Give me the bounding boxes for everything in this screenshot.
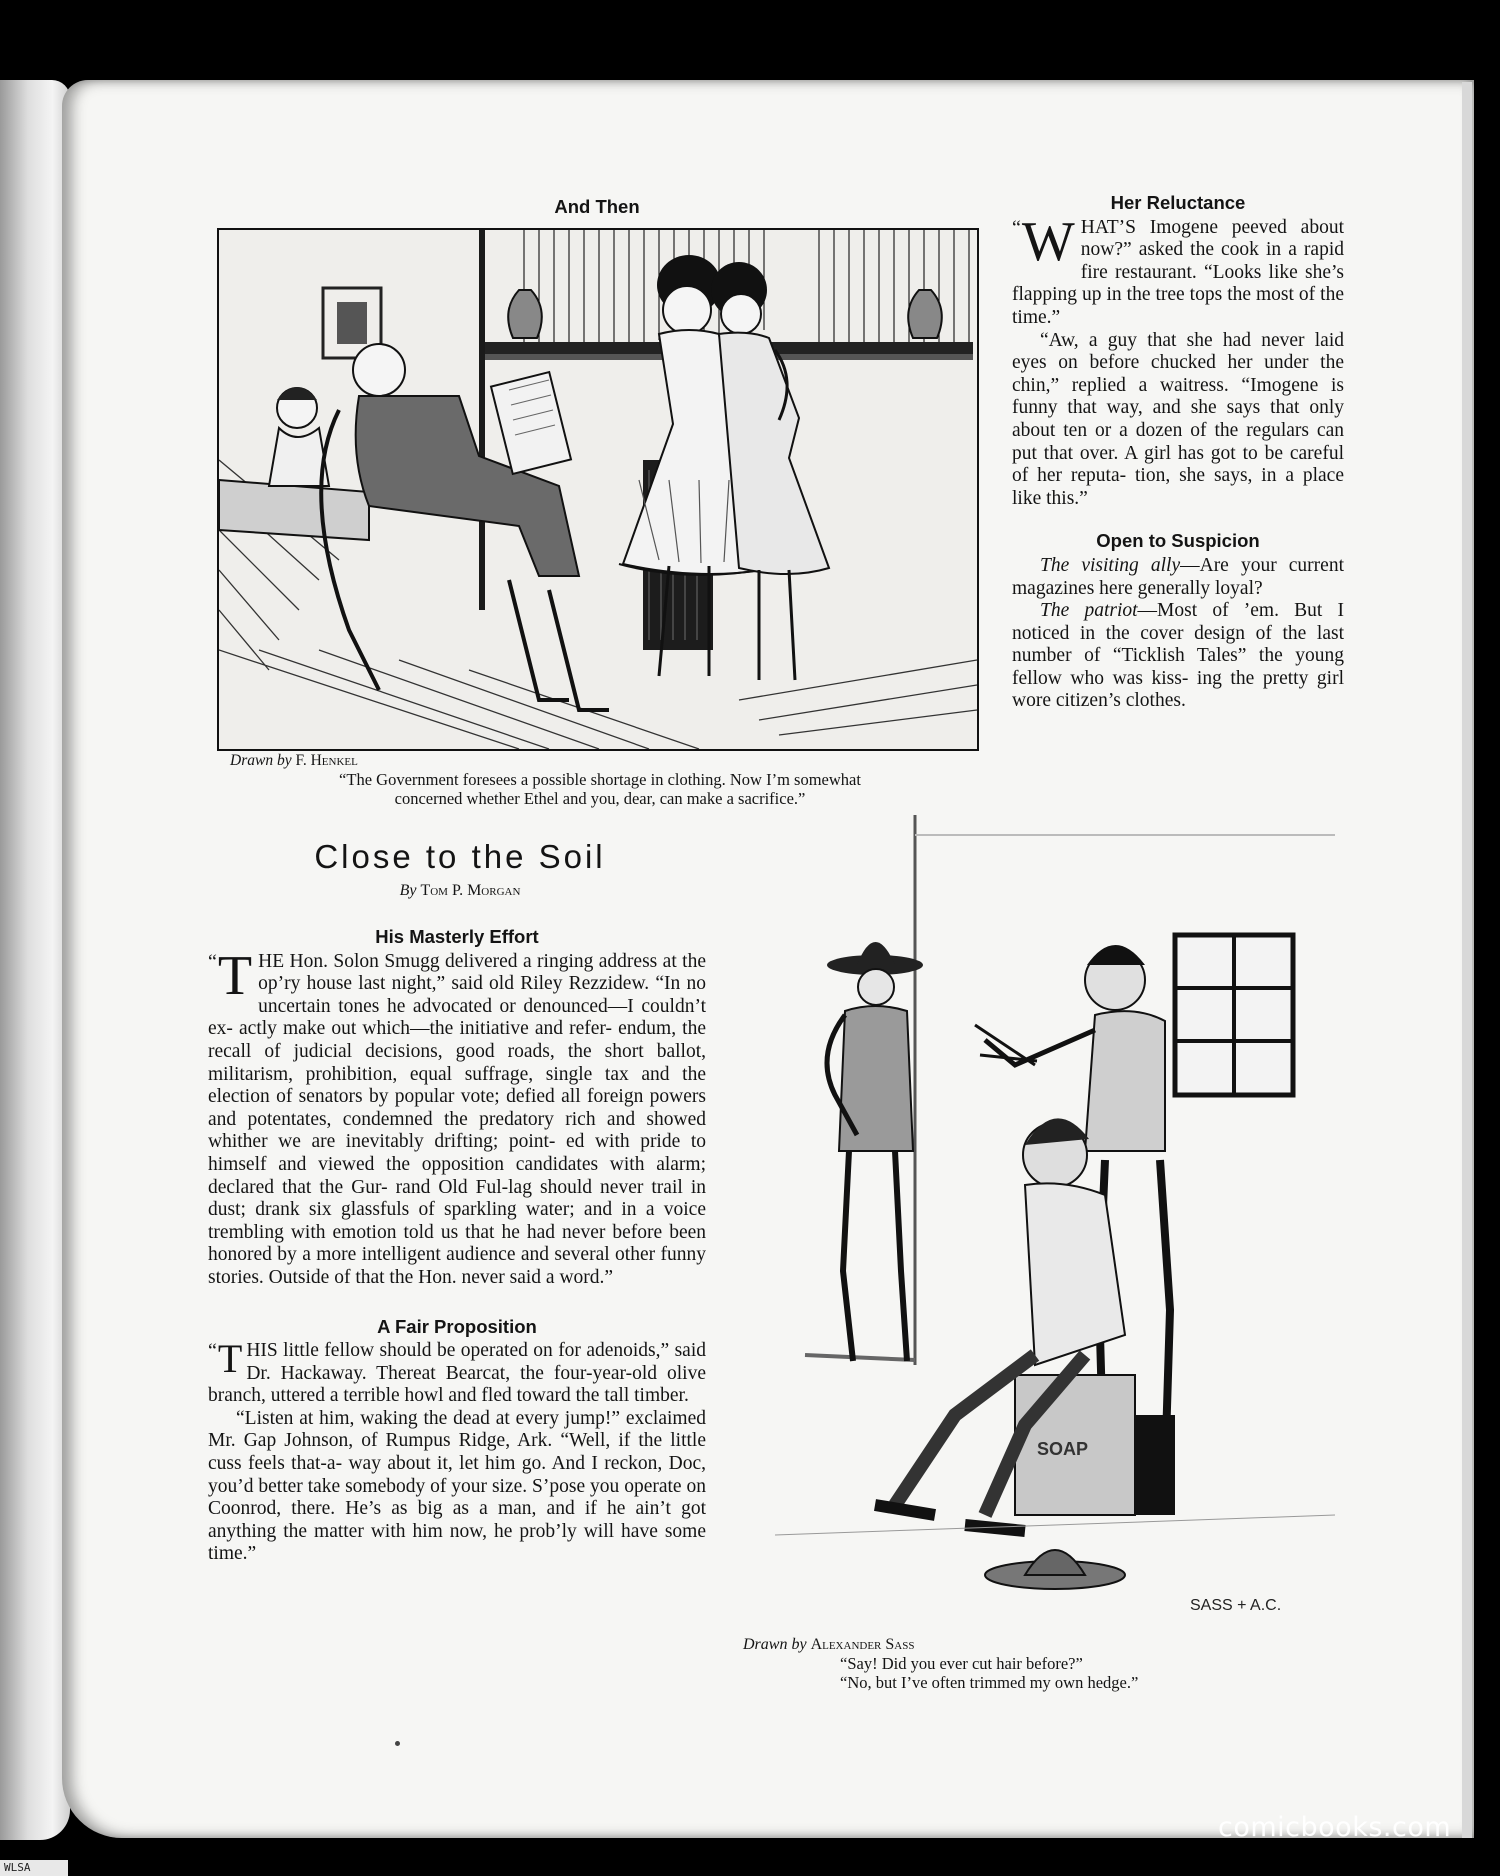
left-page-edge (0, 80, 70, 1840)
sass-caption-line1: “Say! Did you ever cut hair before?” (840, 1654, 1083, 1673)
fair-open-quote: “ (208, 1340, 217, 1363)
sass-illustration (775, 815, 1335, 1625)
open-to-suspicion-heading: Open to Suspicion (1096, 530, 1260, 552)
masterly-body: HE Hon. Solon Smugg delivered a ringing address at the op’ry house last night,” said old Riley Rezzidew. “In no uncertain tones he advocated or denounced—I couldn’t ex- actly make out which—the initiative and refer- endum, the recall of judicial decisions, good roads, the short ballot, militarism, prohibition, equal suffrage, single tax and the election of senators by popular vote; defied all foreign powers and potentates, condemned the predatory rich and showed whither we are inevitably drifting; point- ed with pride to himself and viewed the opposition candidates with alarm; declared that the Gur- rand Old Ful-lag should never trail in dust; drank six glassfuls of sparkling water; and in a voice trembling with emotion told us that he had never before been honored by a more intelligent audience and several other funny stories. Outside of that the Hon. never said a word.” (208, 950, 706, 1288)
byline-by: By (399, 882, 417, 899)
byline-author: Tom P. Morgan (420, 882, 521, 899)
a-fair-proposition-heading: A Fair Proposition (377, 1315, 537, 1337)
his-masterly-effort-heading: His Masterly Effort (375, 926, 539, 947)
henkel-caption-line2: concerned whether Ethel and you, dear, can make a sacrifice.” (394, 789, 806, 808)
fair-proposition-p2: “Listen at him, waking the dead at every jump!” exclaimed Mr. Gap Johnson, of Rumpus Ridge, Ark. “Well, if the little cuss feels that-a- way about it, let him go. And I reckon, Doc, you’d better take somebody of your size. S’pose you operate on Coonrod, there. He’s as big as a man, and if he ain’t got anything the matter with him now, he prob’ly will have some time.” (208, 1407, 706, 1565)
open-to-suspicion-p1 (1012, 555, 1344, 600)
speaker-patriot: The patriot (1040, 600, 1138, 622)
masterly-dropcap: T (217, 944, 253, 1007)
masterly-open-quote: “ (208, 950, 217, 973)
scan-page-tag: WLSA (0, 1860, 68, 1876)
henkel-credit-artist: F. Henkel (295, 752, 358, 769)
henkel-credit-by: Drawn by (230, 752, 292, 769)
sass-caption-line2: “No, but I’ve often trimmed my own hedge.” (840, 1673, 1139, 1692)
henkel-illustration (217, 228, 979, 751)
henkel-caption (230, 770, 970, 808)
left-story-column (208, 926, 706, 1566)
close-to-the-soil-title: Close to the Soil (314, 838, 606, 875)
her-reluctance-p2: “Aw, a guy that she had never laid eyes on before chucked her under the chin,” replied a waitress. “Imogene is funny that way, and she says that only about ten or a dozen of the regulars can put that over. A girl has got to be careful of her reputa- tion, she says, in a place like this.” (1012, 329, 1344, 509)
fair-proposition-p1 (208, 1336, 706, 1408)
soap-box-label: SOAP (1037, 1439, 1089, 1459)
sass-caption (840, 1654, 1260, 1692)
stray-ink-dot (395, 1741, 400, 1746)
his-masterly-effort-text (208, 944, 706, 1290)
fair-p1-text: HIS little fellow should be operated on for adenoids,” said Dr. Hackaway. Thereat Bearcat, the four-year-old olive branch, uttered a terrible howl and fled toward the tall timber. (208, 1340, 706, 1407)
open-to-suspicion-p2 (1012, 600, 1344, 713)
page-right-edge (1462, 82, 1472, 1838)
her-reluctance-p1 (1012, 210, 1344, 330)
sass-credit-by: Drawn by (743, 1636, 807, 1653)
henkel-credit (230, 752, 358, 770)
fair-dropcap: T (217, 1336, 243, 1382)
sass-drawing (775, 815, 1335, 1625)
comicbooks-watermark: comicbooks.com (1218, 1812, 1452, 1843)
her-reluctance-heading: Her Reluctance (1110, 192, 1246, 213)
open-to-suspicion-line1: —Are your current magazines here generally loyal? (1012, 554, 1344, 599)
henkel-drawing (219, 230, 977, 749)
sass-credit-artist: Alexander Sass (810, 1636, 915, 1653)
open-to-suspicion-line2: —Most of ’em. But I noticed in the cover design of the last number of “Ticklish Tales” the young fellow who was kiss- ing the pretty girl wore citizen’s clothes. (1012, 600, 1345, 712)
her-reluctance-dropcap: W (1021, 210, 1075, 273)
sass-credit (743, 1636, 914, 1654)
henkel-caption-line1: “The Government foresees a possible shortage in clothing. Now I’m somewhat (339, 770, 861, 789)
sass-signature: SASS + A.C. (1190, 1597, 1282, 1614)
her-reluctance-open-quote: “ (1012, 216, 1021, 239)
and-then-heading: And Then (554, 196, 640, 217)
speaker-visiting-ally: The visiting ally (1040, 554, 1181, 576)
her-reluctance-column (1012, 192, 1344, 713)
her-reluctance-p1-text: HAT’S Imogene peeved about now?” asked the cook in a rapid fire restaurant. “Looks like she’s flapping up in the tree tops the most of the time.” (1012, 216, 1344, 328)
close-to-the-soil-byline (210, 882, 710, 900)
